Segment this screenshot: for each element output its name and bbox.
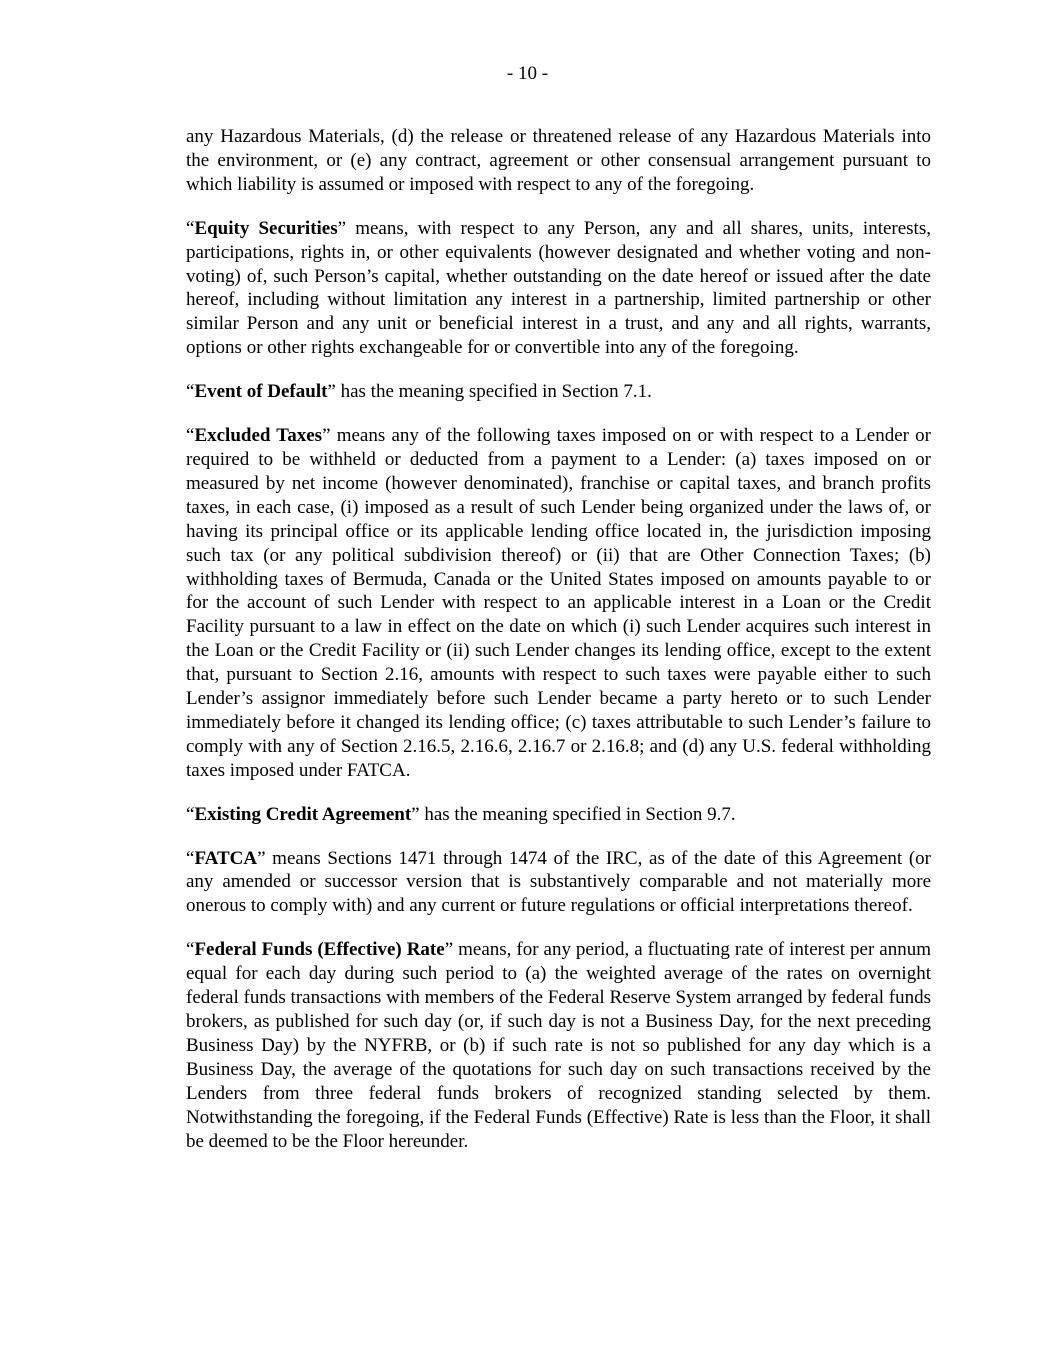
definition-excluded-taxes [186,424,931,783]
definition-federal-funds-rate [186,938,931,1153]
open-quote: “ [186,381,195,403]
defined-term: Equity Securities [194,217,338,239]
defined-term: Federal Funds (Effective) Rate [194,939,445,961]
page-number: - 10 - [506,63,549,84]
close-quote: ” [322,425,331,447]
close-quote: ” [327,381,336,403]
close-quote: ” [337,217,347,239]
open-quote: “ [186,425,195,447]
definition-text: means any of the following taxes imposed on or with respect to a Lender or required to be withheld or deducted from a payment to a Lender: (a) taxes imposed on or measured by net income (however denominated), franchise or capital taxes, and branch profits taxes, in each case, (i) imposed as a result of such Lender being organized under the laws of, or having its principal office or its applicable lending office located in, the jurisdiction imposing such tax (or any political subdivision thereof) or (ii) that are Other Connection Taxes; (b) withholding taxes of Bermuda, Canada or the United States imposed on amounts payable to or for the account of such Lender with respect to an applicable interest in a Loan or the Credit Facility pursuant to a law in effect on the date on which (i) such Lender acquires such interest in the Loan or the Credit Facility or (ii) such Lender changes its lending office, except to the extent that, pursuant to Section 2.16, amounts with respect to such taxes were payable either to such Lender’s assignor immediately before such Lender became a party hereto or to such Lender immediately before it changed its lending office; (c) taxes attributable to such Lender’s failure to comply with any of Section 2.16.5, 2.16.6, 2.16.7 or 2.16.8; and (d) any U.S. federal withholding taxes imposed under FATCA. [186,425,931,781]
paragraph-hazardous-continuation [186,125,931,197]
definition-text: means, with respect to any Person, any and all shares, units, interests, participations, rights in, or other equivalents (however designated and whether voting and non-voting) of, such Person’s capital, whether outstanding on the date hereof or issued after the date hereof, including without limitation any interest in a partnership, limited partnership or other similar Person and any unit or beneficial interest in a trust, and any and all rights, warrants, options or other rights exchangeable for or convertible into any of the foregoing. [186,217,931,359]
definition-existing-credit-agreement [186,803,931,827]
open-quote: “ [186,939,195,961]
definitions-body [186,125,931,1173]
definition-text: means Sections 1471 through 1474 of the IRC, as of the date of this Agreement (or any amended or successor version that is substantively comparable and not materially more onerous to comply with) and any current or future regulations or official interpretations thereof. [186,847,931,917]
defined-term: Excluded Taxes [194,425,323,447]
open-quote: “ [186,217,195,239]
close-quote: ” [257,847,266,869]
close-quote: ” [411,803,420,825]
close-quote: ” [444,939,454,961]
defined-term: Existing Credit Agreement [194,803,412,825]
definition-text: has the meaning specified in Section 9.7. [419,803,736,825]
definition-fatca [186,847,931,919]
definition-text: any Hazardous Materials, (d) the release or threatened release of any Hazardous Materials into the environment, or (e) any contract, agreement or other consensual arrangement pursuant to which liability is assumed or imposed with respect to any of the foregoing. [186,126,931,195]
open-quote: “ [186,803,195,825]
definition-event-of-default [186,380,931,404]
definition-equity-securities [186,217,931,360]
defined-term: Event of Default [194,381,328,403]
defined-term: FATCA [194,847,258,869]
definition-text: means, for any period, a fluctuating rate of interest per annum equal for each day during such period to (a) the weighted average of the rates on overnight federal funds transactions with members of the Federal Reserve System arranged by federal funds brokers, as published for such day (or, if such day is not a Business Day, for the next preceding Business Day) by the NYFRB, or (b) if such rate is not so published for any day which is a Business Day, the average of the quotations for such day on such transactions received by the Lenders from three federal funds brokers of recognized standing selected by them. Notwithstanding the foregoing, if the Federal Funds (Effective) Rate is less than the Floor, it shall be deemed to be the Floor hereunder. [186,939,931,1152]
open-quote: “ [186,847,195,869]
definition-text: has the meaning specified in Section 7.1. [335,381,652,403]
